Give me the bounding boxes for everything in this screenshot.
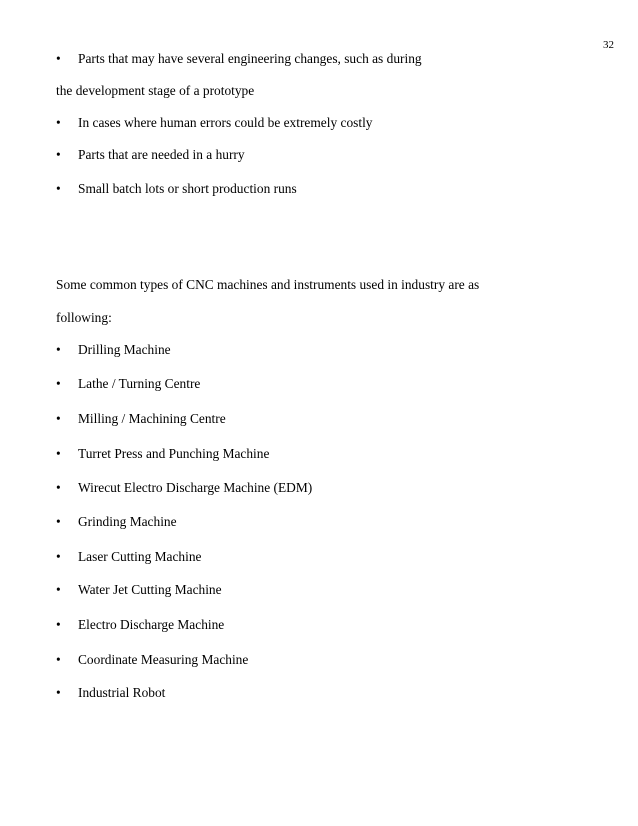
list-item-text: Parts that may have several engineering changes, such as during xyxy=(78,51,422,66)
list-item-text: Drilling Machine xyxy=(78,342,171,357)
bullet-icon: • xyxy=(56,181,61,196)
list-item-text: Grinding Machine xyxy=(78,514,177,529)
bullet-icon: • xyxy=(56,582,61,597)
bullet-icon: • xyxy=(56,617,61,632)
paragraph-line: Some common types of CNC machines and instruments used in industry are as xyxy=(56,277,480,292)
list-item-text: In cases where human errors could be extremely costly xyxy=(78,115,373,130)
list-item-text: Lathe / Turning Centre xyxy=(78,376,201,391)
continuation-line: the development stage of a prototype xyxy=(56,83,255,98)
list-item-text: Coordinate Measuring Machine xyxy=(78,652,249,667)
bullet-icon: • xyxy=(56,514,61,529)
bullet-icon: • xyxy=(56,549,61,564)
bullet-icon: • xyxy=(56,115,61,130)
bullet-icon: • xyxy=(56,51,61,66)
list-item-text: Milling / Machining Centre xyxy=(78,411,226,426)
list-item-text: Small batch lots or short production runs xyxy=(78,181,297,196)
list-item-text: Industrial Robot xyxy=(78,685,166,700)
bullet-icon: • xyxy=(56,446,61,461)
list-item-text: Parts that are needed in a hurry xyxy=(78,147,245,162)
bullet-icon: • xyxy=(56,342,61,357)
bullet-icon: • xyxy=(56,376,61,391)
bullet-icon: • xyxy=(56,411,61,426)
list-item-text: Wirecut Electro Discharge Machine (EDM) xyxy=(78,480,313,495)
bullet-icon: • xyxy=(56,147,61,162)
list-item-text: Turret Press and Punching Machine xyxy=(78,446,270,461)
list-item-text: Water Jet Cutting Machine xyxy=(78,582,222,597)
bullet-icon: • xyxy=(56,685,61,700)
bullet-icon: • xyxy=(56,480,61,495)
list-item-text: Electro Discharge Machine xyxy=(78,617,225,632)
bullet-icon: • xyxy=(56,652,61,667)
paragraph-line: following: xyxy=(56,310,112,325)
page-number: 32 xyxy=(603,39,614,51)
list-item-text: Laser Cutting Machine xyxy=(78,549,202,564)
